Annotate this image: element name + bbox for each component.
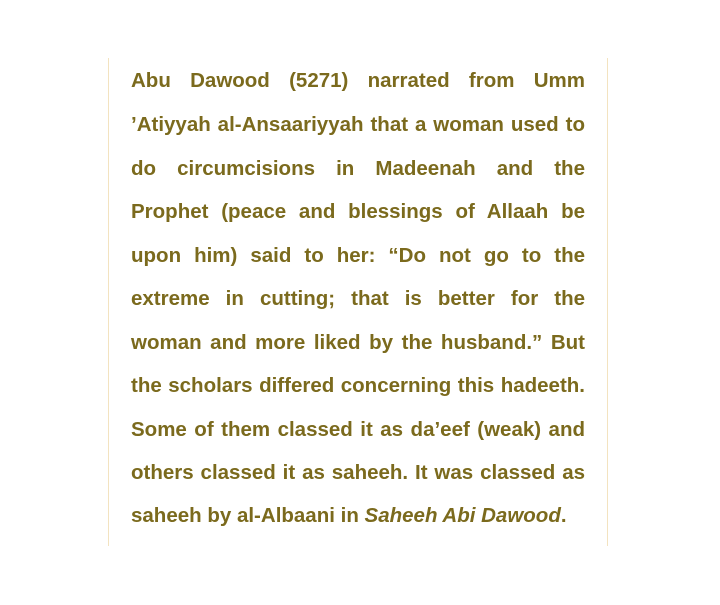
quote-line-2: ’Atiyyah al-Ansaariyyah that a woman used to bbox=[131, 113, 585, 136]
quote-line-11-suffix: . bbox=[560, 504, 567, 527]
quote-box bbox=[108, 58, 608, 546]
quote-line-5: upon him) said to her: “Do not go to the bbox=[131, 244, 585, 267]
quote-line-8: the scholars differed concerning this hadeeth. bbox=[131, 374, 585, 397]
quote-line-9: Some of them classed it as da’eef (weak) and bbox=[131, 418, 585, 441]
quote-line-4: Prophet (peace and blessings of Allaah be bbox=[131, 200, 585, 223]
quote-line-6: extreme in cutting; that is better for the bbox=[131, 287, 585, 310]
book-title: Saheeh Abi Dawood bbox=[364, 504, 561, 527]
quote-line-11 bbox=[131, 501, 585, 531]
quote-line-3: do circumcisions in Madeenah and the bbox=[131, 157, 585, 180]
quote-line-7: woman and more liked by the husband.” But bbox=[131, 331, 585, 354]
quote-line-1: Abu Dawood (5271) narrated from Umm bbox=[131, 69, 585, 92]
quote-line-10: others classed it as saheeh. It was classed as bbox=[131, 461, 585, 484]
quote-line-11-prefix: saheeh by al-Albaani in bbox=[131, 504, 365, 527]
